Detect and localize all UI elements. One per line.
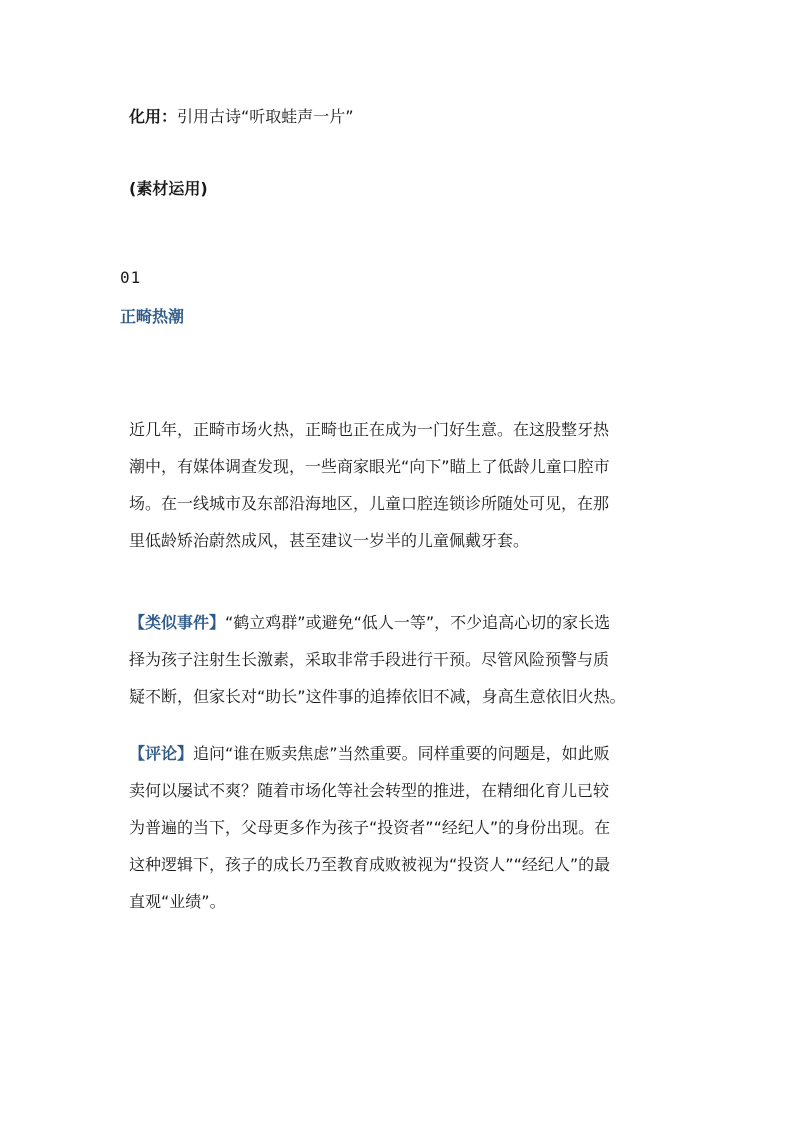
similar-events-tag: 【类似事件】 [129,613,226,632]
paragraph-2 [129,604,669,715]
paragraph-line: 潮中，有媒体调查发现，一些商家眼光“向下”瞄上了低龄儿童口腔市 [129,457,610,476]
paragraph-1 [129,411,669,559]
paragraph-line: 里低龄矫治蔚然成风，甚至建议一岁半的儿童佩戴牙套。 [129,531,530,550]
paragraph-line: 卖何以屡试不爽？随着市场化等社会转型的推进，在精细化育儿已较 [129,781,610,800]
paragraph-3 [129,735,669,920]
section-number: 01 [120,268,142,287]
paragraph-line: 疑不断，但家长对“助长”这件事的追捧依旧不减，身高生意依旧火热。 [129,687,626,706]
comment-tag: 【评论】 [129,744,194,763]
paragraph-line: 直观“业绩”。 [129,892,226,911]
usage-text: 引用古诗“听取蛙声一片” [177,107,354,126]
paragraph-line: 这种逻辑下，孩子的成长乃至教育成败被视为“投资人”“经纪人”的最 [129,855,611,874]
usage-label: 化用： [129,107,178,126]
paragraph-line: 【评论】追问“谁在贩卖焦虑”当然重要。同样重要的问题是，如此贩 [129,744,610,763]
paragraph-line: 为普遍的当下，父母更多作为孩子“投资者”“经纪人”的身份出现。在 [129,818,611,837]
paragraph-line: 【类似事件】“鹤立鸡群”或避免“低人一等”，不少追高心切的家长选 [129,613,611,632]
paragraph-line: 近几年，正畸市场火热，正畸也正在成为一门好生意。在这股整牙热 [129,420,610,439]
material-heading: (素材运用) [129,179,208,198]
section-title: 正畸热潮 [120,307,185,326]
paragraph-line: 场。在一线城市及东部沿海地区，儿童口腔连锁诊所随处可见，在那 [129,494,610,513]
paragraph-line: 择为孩子注射生长激素，采取非常手段进行干预。尽管风险预警与质 [129,650,610,669]
usage-line [129,107,354,127]
